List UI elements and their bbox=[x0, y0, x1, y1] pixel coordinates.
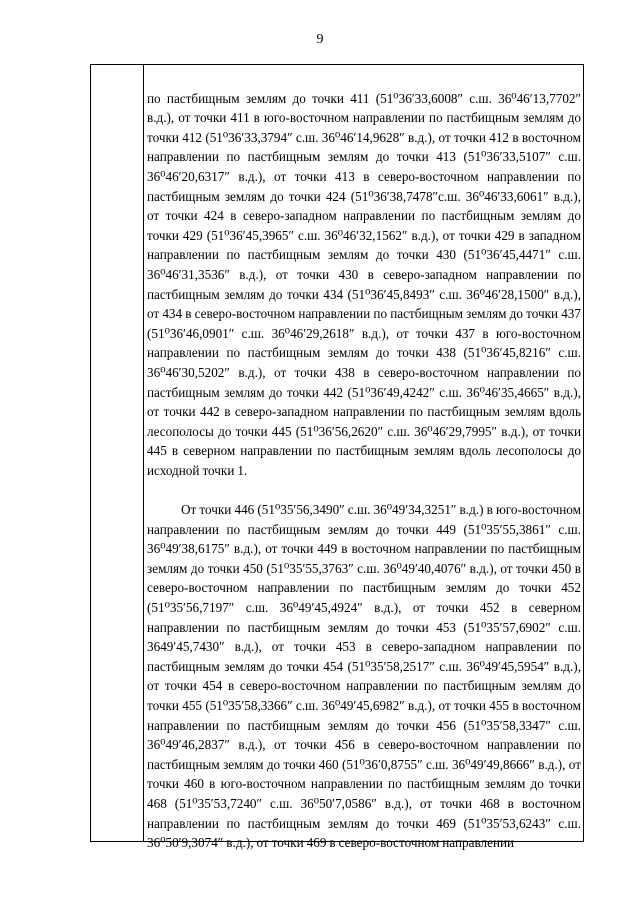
column-divider bbox=[143, 65, 144, 841]
text-cell bbox=[147, 69, 581, 872]
document-table bbox=[90, 64, 584, 851]
paragraph-point-446: От точки 446 (51⁰35′56,3490″ с.ш. 36⁰49′34,3251″ в.д.) в юго-восточном направлении по пастбищным землям до точки 449 (51⁰35′55,3861″ с.ш. 36⁰49′38,6175″ в.д.), от точки 449 в восточном направлении по пастбищным землям до точки 450 (51⁰35′55,3763″ с.ш. 36⁰49′40,4076″ в.д.), от точки 450 в северо-восточном направлении по пастбищным землям до точки 452 (51⁰35′56,7197″ с.ш. 36⁰49′45,4924″ в.д.), от точки 452 в северном направлении по пастбищным землям до точки 453 (51⁰35′57,6902″ с.ш. 3649′45,7430″ в.д.), от точки 453 в северо-западном направлении по пастбищным землям до точки 454 (51⁰35′58,2517″ с.ш. 36⁰49′45,5954″ в.д.), от точки 454 в северо-восточном направлении по пастбищным землям до точки 455 (51⁰35′58,3366″ с.ш. 36⁰49′45,6982″ в.д.), от точки 455 в восточном направлении по пастбищным землям до точки 456 (51⁰35′58,3347″ с.ш. 36⁰49′46,2837″ в.д.), от точки 456 в северо-восточном направлении по пастбищным землям до точки 460 (51⁰36′0,8755″ с.ш. 36⁰49′49,8666″ в.д.), от точки 460 в юго-восточном направлении по пастбищным землям до точки 468 (51⁰35′53,7240″ с.ш. 36⁰50′7,0586″ в.д.), от точки 468 в восточном направлении по пастбищным землям до точки 469 (51⁰35′53,6243″ с.ш. 36⁰50′9,3074″ в.д.), от точки 469 в северо-восточном направлении bbox=[147, 502, 581, 851]
page-number: 9 bbox=[316, 32, 324, 47]
paragraph-continuation: по пастбищным землям до точки 411 (51⁰36′33,6008″ с.ш. 36⁰46′13,7702″ в.д.), от точки 411 в юго-восточном направлении по пастбищным землям до точки 412 (51⁰36′33,3794″ с.ш. 36⁰46′14,9628″ в.д.), от точки 412 в восточном направлении по пастбищным землям до точки 413 (51⁰36′33,5107″ с.ш. 36⁰46′20,6317″ в.д.), от точки 413 в северо-восточном направлении по пастбищным землям до точки 424 (51⁰36′38,7478″с.ш. 36⁰46′33,6061″ в.д.), от точки 424 в северо-западном направлении по пастбищным землям до точки 429 (51⁰36′45,3965″ с.ш. 36⁰46′32,1562″ в.д.), от точки 429 в западном направлении по пастбищным землям до точки 430 (51⁰36′45,4471″ с.ш. 36⁰46′31,3536″ в.д.), от точки 430 в северо-западном направлении по пастбищным землям до точки 434 (51⁰36′45,8493″ с.ш. 36⁰46′28,1500″ в.д.), от 434 в северо-восточном направлении по пастбищным землям до точки 437 (51⁰36′46,0901″ с.ш. 36⁰46′29,2618″ в.д.), от точки 437 в юго-восточном направлении по пастбищным землям до точки 438 (51⁰36′45,8216″ с.ш. 36⁰46′30,5202″ в.д.), от точки 438 в северо-восточном направлении по пастбищным землям до точки 442 (51⁰36′49,4242″ с.ш. 36⁰46′35,4665″ в.д.), от точки 442 в северо-западном направлении по пастбищным землям вдоль лесополосы до точки 445 (51⁰36′56,2620″ с.ш. 36⁰46′29,7995″ в.д.), от точки 445 в северном направлении по пастбищным землям вдоль лесополосы до исходной точки 1. bbox=[147, 90, 581, 478]
